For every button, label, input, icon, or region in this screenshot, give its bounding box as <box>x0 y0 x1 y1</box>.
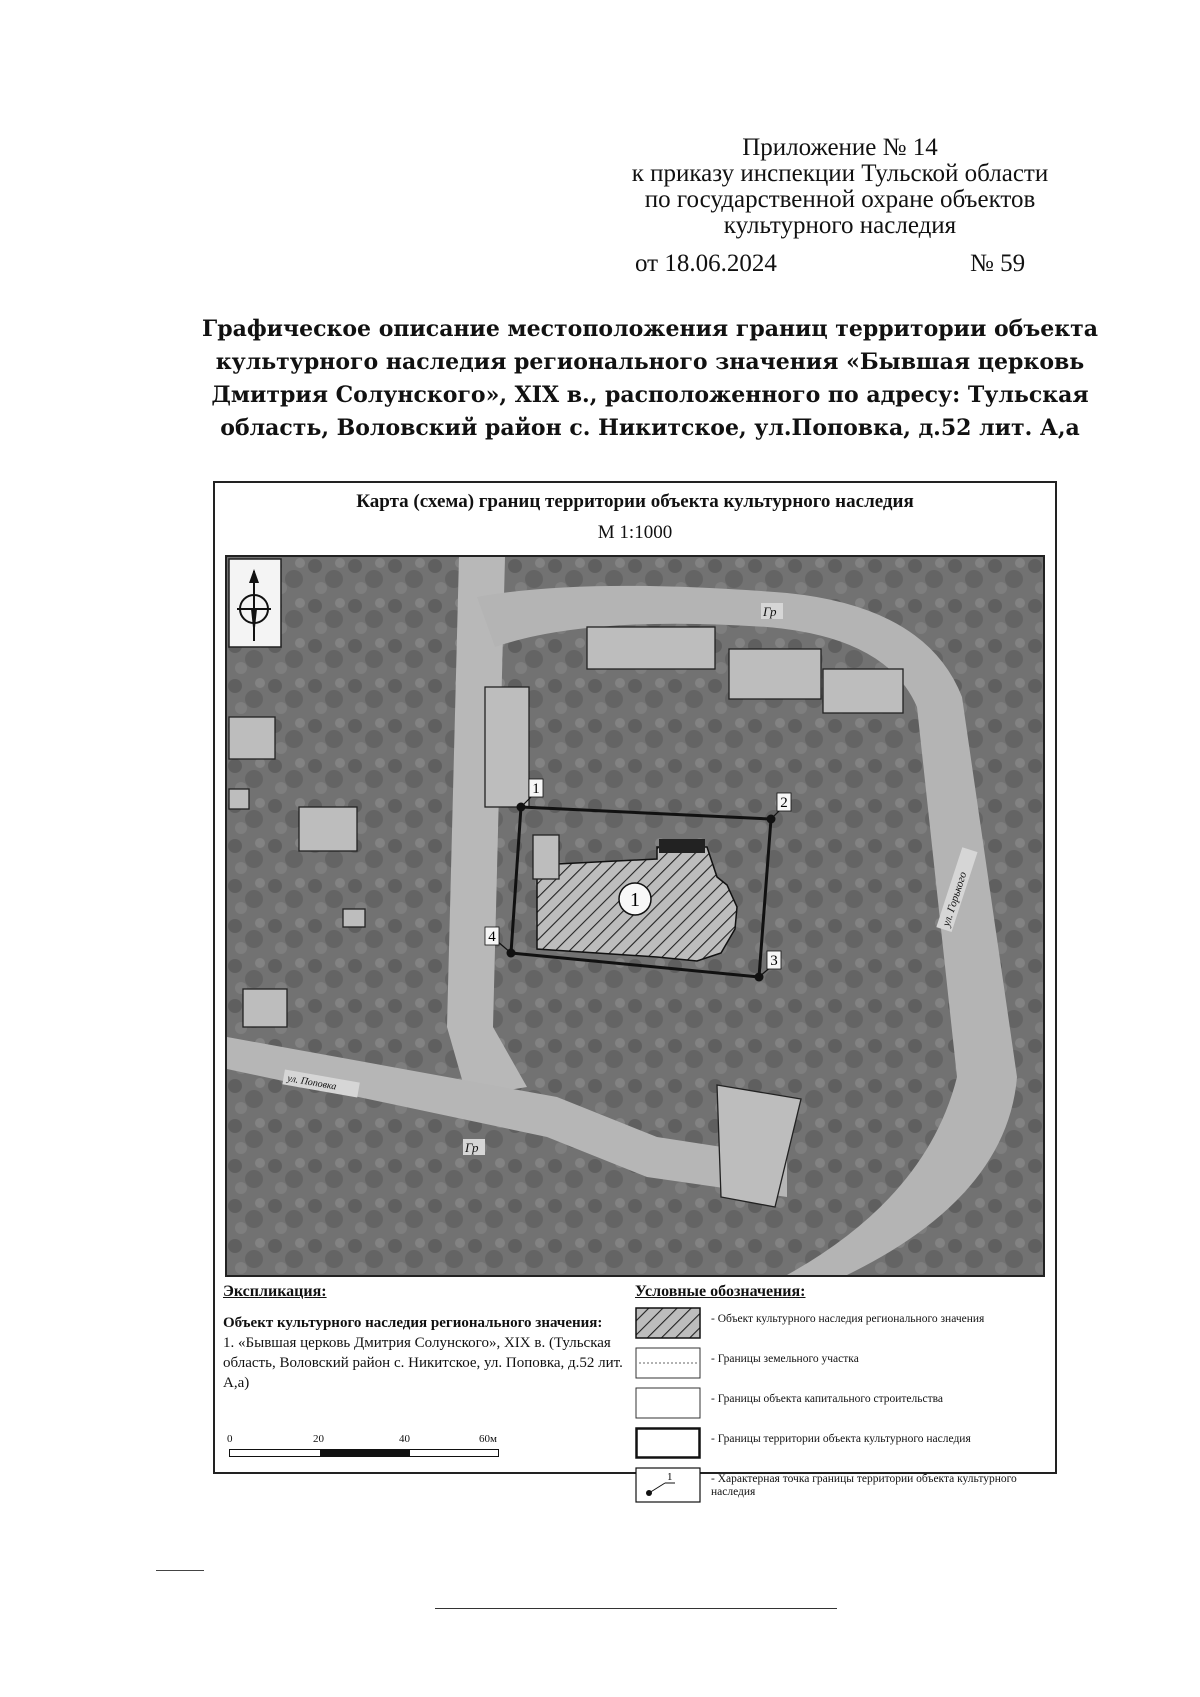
appendix-order-line: к приказу инспекции Тульской области <box>631 160 1049 187</box>
bottom-rule <box>435 1608 837 1609</box>
point-sample-label: 1 <box>667 1471 673 1483</box>
document-title: Графическое описание местоположения границ территории объекта культурного наследия регионального значения «Бывшая церковь Дмитрия Солунского», XIX в., расположенного по адресу: Тульская область, Воловский район с. Никитское, ул.Поповка, д.52 лит. А,а <box>202 316 1098 441</box>
building <box>229 789 249 809</box>
legend-item-territory-boundary <box>635 1427 1045 1461</box>
scale-bar <box>227 1433 517 1463</box>
building <box>229 717 275 759</box>
appendix-number: Приложение № 14 <box>742 134 938 161</box>
building <box>823 669 903 713</box>
map-title: Карта (схема) границ территории объекта культурного наследия <box>356 491 914 512</box>
legend-label: - Границы объекта капитального строительства <box>711 1393 944 1405</box>
building <box>533 835 559 879</box>
legend-label: - Границы земельного участка <box>711 1353 859 1365</box>
hatched-symbol-icon <box>635 1307 701 1339</box>
legend-label: - Границы территории объекта культурного наследия <box>711 1433 971 1445</box>
street-popovka-label: ул. Поповка <box>286 1073 338 1093</box>
order-date: от 18.06.2024 <box>635 250 777 277</box>
legend-item-heritage-object <box>635 1307 1045 1341</box>
appendix-heritage-line: культурного наследия <box>723 212 957 239</box>
building-symbol-icon <box>635 1387 701 1419</box>
point-symbol-icon <box>635 1467 701 1503</box>
point-label-4: 4 <box>488 929 496 945</box>
appendix-agency-line: по государственной охране объектов <box>644 186 1036 213</box>
scale-bar-graphic <box>229 1449 499 1457</box>
north-arrow-icon <box>229 559 281 647</box>
legend-heading: Условные обозначения: <box>635 1283 806 1300</box>
building <box>343 909 365 927</box>
explication <box>223 1283 623 1393</box>
street-gorkogo-label: ул. Горького <box>940 870 970 928</box>
legend-item-point <box>635 1467 1045 1507</box>
building <box>485 687 529 807</box>
legend-label: - Характерная точка границы территории объекта культурного наследия <box>711 1473 1017 1498</box>
legend <box>635 1283 1045 1498</box>
scale-label-40: 40 <box>399 1433 410 1445</box>
map-frame <box>213 481 1057 1498</box>
scale-label-20: 20 <box>313 1433 324 1445</box>
margin-mark <box>156 1570 204 1571</box>
gr-label-bottom: Гр <box>465 1140 479 1155</box>
point-label-3: 3 <box>770 953 778 969</box>
building <box>587 627 715 669</box>
explication-object-heading: Объект культурного наследия регионального значения: <box>223 1315 603 1331</box>
legend-item-land-plot <box>635 1347 1045 1381</box>
object-number-label: 1 <box>630 889 640 911</box>
map-scale: М 1:1000 <box>597 522 673 543</box>
gr-label-top: Гр <box>763 604 777 619</box>
building <box>243 989 287 1027</box>
point-label-2: 2 <box>780 795 788 811</box>
point-label-1: 1 <box>532 781 540 797</box>
building <box>729 649 821 699</box>
legend-label: - Объект культурного наследия регионального значения <box>711 1313 985 1325</box>
aerial-map <box>225 555 1045 1277</box>
order-number: № 59 <box>970 250 1026 277</box>
territory-symbol-icon <box>635 1427 701 1459</box>
map-svg <box>227 557 1043 1275</box>
explication-object-text: 1. «Бывшая церковь Дмитрия Солунского», XIX в. (Тульская область, Воловский район с. Никитское, ул. Поповка, д.52 лит. А,а) <box>223 1335 623 1391</box>
land-plot-symbol-icon <box>635 1347 701 1379</box>
building <box>659 839 705 853</box>
scale-label-0: 0 <box>227 1433 233 1445</box>
explication-heading: Экспликация: <box>223 1283 327 1300</box>
legend-item-capital-building <box>635 1387 1045 1421</box>
building <box>299 807 357 851</box>
scale-label-60: 60м <box>479 1433 497 1445</box>
